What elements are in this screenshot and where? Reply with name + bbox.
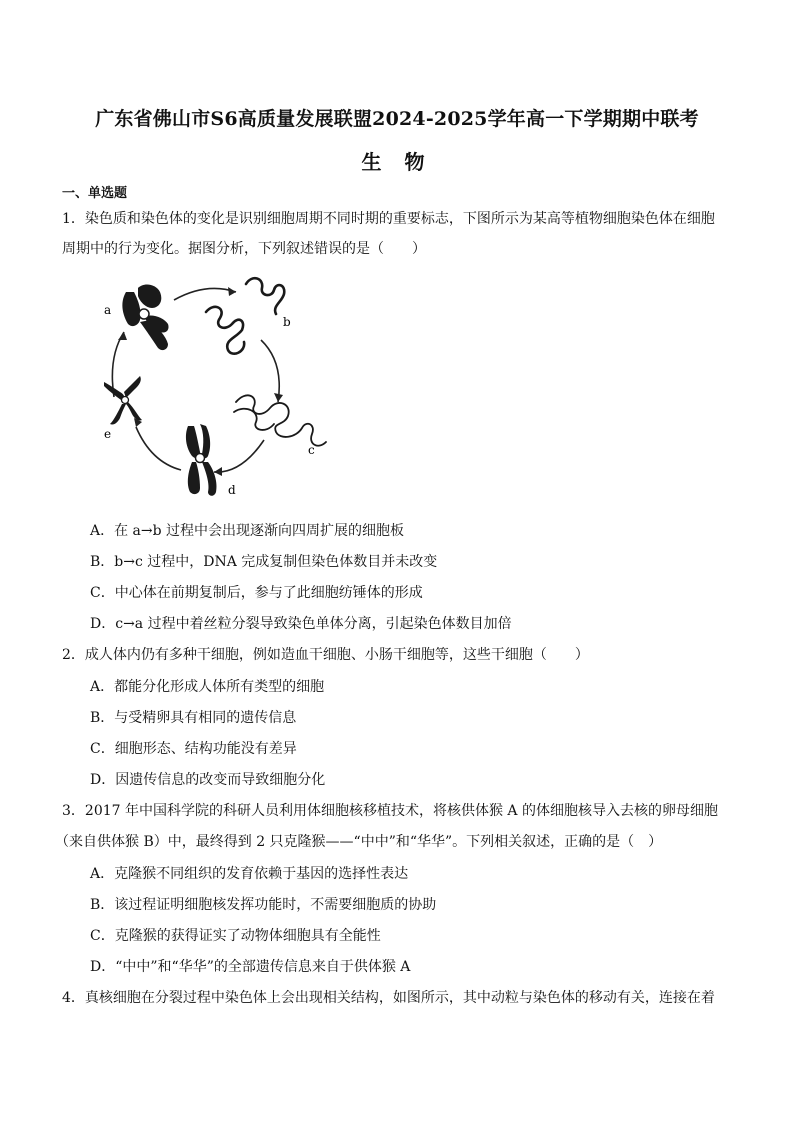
figure-label-e: e: [104, 427, 112, 441]
q1-stem-line1: 1．染色质和染色体的变化是识别细胞周期不同时期的重要标志，下图所示为某高等植物细胞染色体在细胞: [62, 211, 715, 227]
chromosome-a: [122, 285, 168, 351]
chromosome-d: [186, 424, 217, 496]
chromatin-c: [234, 395, 326, 445]
q1-option-b: B．b→c 过程中，DNA 完成复制但染色体数目并未改变: [90, 554, 438, 570]
q4-stem-line1: 4．真核细胞在分裂过程中染色体上会出现相关结构，如图所示，其中动粒与染色体的移动有关，连接在着: [62, 990, 715, 1006]
figure-label-d: d: [228, 483, 236, 497]
arrow-d-to-e: [136, 427, 181, 470]
subject-title: 生 物: [361, 150, 433, 174]
q3-stem-line1: 3．2017 年中国科学院的科研人员利用体细胞核移植技术，将核供体猴 A 的体细胞核导入去核的卵母细胞: [62, 803, 718, 819]
arrow-e-to-a: [112, 332, 124, 397]
q3-option-a: A．克隆猴不同组织的发育依赖于基因的选择性表达: [90, 866, 409, 882]
figure-label-b: b: [283, 315, 291, 329]
q2-option-c: C．细胞形态、结构功能没有差异: [90, 741, 297, 757]
q2-stem-line1: 2．成人体内仍有多种干细胞，例如造血干细胞、小肠干细胞等，这些干细胞（ ）: [62, 647, 589, 663]
q3-option-b: B．该过程证明细胞核发挥功能时，不需要细胞质的协助: [90, 897, 437, 913]
q1-option-a: A．在 a→b 过程中会出现逐渐向四周扩展的细胞板: [90, 523, 405, 539]
figure-label-a: a: [104, 303, 112, 317]
exam-title: 广东省佛山市S6高质量发展联盟2024-2025学年高一下学期期中联考: [95, 108, 699, 130]
chromosome-cycle-figure: [96, 262, 346, 502]
chromosome-e: [104, 376, 142, 425]
q1-stem-line2: 周期中的行为变化。据图分析，下列叙述错误的是（ ）: [62, 241, 426, 257]
q3-option-d: D．“中中”和“华华”的全部遗传信息来自于供体猴 A: [90, 959, 411, 975]
arrow-c-to-d: [214, 440, 264, 472]
arrow-b-to-c: [261, 340, 279, 402]
figure-label-c: c: [308, 443, 315, 457]
arrow-a-to-b: [174, 288, 236, 300]
chromatin-b: [206, 278, 284, 353]
q3-stem-line2: （来自供体猴 B）中，最终得到 2 只克隆猴——“中中”和“华华”。下列相关叙述，正确的是（ ）: [55, 834, 663, 850]
q3-option-c: C．克隆猴的获得证实了动物体细胞具有全能性: [90, 928, 381, 944]
q2-option-a: A．都能分化形成人体所有类型的细胞: [90, 679, 325, 695]
q1-option-c: C．中心体在前期复制后，参与了此细胞纺锤体的形成: [90, 585, 423, 601]
section-heading: 一、单选题: [62, 186, 128, 201]
q2-option-d: D．因遗传信息的改变而导致细胞分化: [90, 772, 326, 788]
q2-option-b: B．与受精卵具有相同的遗传信息: [90, 710, 297, 726]
q1-option-d: D．c→a 过程中着丝粒分裂导致染色单体分离，引起染色体数目加倍: [90, 616, 512, 632]
